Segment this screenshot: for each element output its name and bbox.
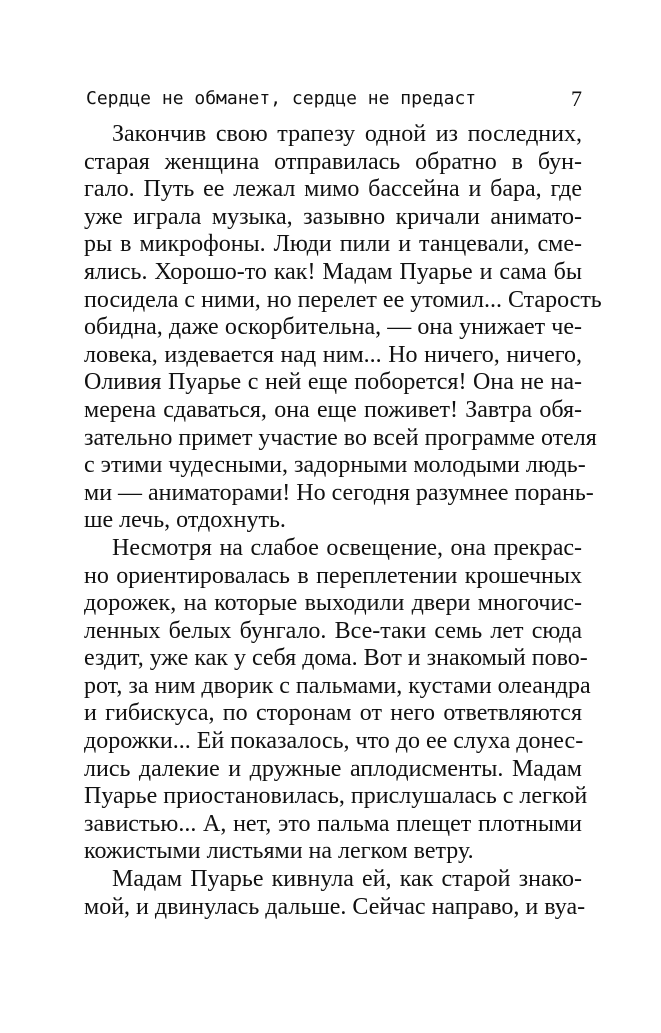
text-line: ленных белых бунгало. Все-таки семь лет сюда [84, 617, 582, 644]
text-line: завистью... А, нет, это пальма плещет плотными [84, 810, 582, 837]
text-line: ловека, издевается над ним... Но ничего, ничего, [84, 341, 582, 368]
paragraph [84, 534, 591, 866]
text-line: мерена сдаваться, она еще поживет! Завтра обя- [84, 396, 582, 423]
text-line: ми — аниматорами! Но сегодня разумнее порань- [84, 479, 594, 506]
body-text [84, 121, 602, 921]
paragraph [84, 866, 586, 921]
text-line: ше лечь, отдохнуть. [84, 507, 286, 534]
text-line: но ориентировалась в переплетении крошечных [84, 562, 582, 589]
paragraph [84, 121, 602, 535]
text-line: Пуарье приостановилась, прислушалась с легкой [84, 783, 588, 810]
text-line: дорожки... Ей показалось, что до ее слуха донес- [84, 728, 584, 755]
text-line: лись далекие и дружные аплодисменты. Мадам [84, 755, 582, 782]
text-line: посидела с ними, но перелет ее утомил... Старость [84, 286, 602, 313]
text-line: гало. Путь ее лежал мимо бассейна и бара, где [84, 176, 582, 203]
text-line: Мадам Пуарье кивнула ей, как старой знако- [112, 866, 582, 893]
text-line: зательно примет участие во всей программе отеля [84, 424, 597, 451]
text-line: ялись. Хорошо-то как! Мадам Пуарье и сама бы [84, 258, 582, 285]
text-line: мой, и двинулась дальше. Сейчас направо, и вуа- [84, 893, 586, 920]
text-line: рот, за ним дворик с пальмами, кустами олеандра [84, 672, 591, 699]
text-line: с этими чудесными, задорными молодыми людь- [84, 452, 586, 479]
text-line: уже играла музыка, зазывно кричали анимато- [84, 203, 582, 230]
running-header [86, 86, 582, 116]
text-line: кожистыми листьями на легком ветру. [84, 838, 474, 865]
running-title: Сердце не обманет, сердце не предаст [86, 88, 477, 109]
text-line: старая женщина отправилась обратно в бун- [84, 148, 582, 175]
text-line: Оливия Пуарье с ней еще поборется! Она не на- [84, 369, 582, 396]
text-line: и гибискуса, по сторонам от него ответвляются [84, 700, 582, 727]
text-line: ры в микрофоны. Люди пили и танцевали, сме- [84, 231, 582, 258]
page-number: 7 [571, 86, 582, 111]
text-line: Закончив свою трапезу одной из последних, [112, 121, 582, 147]
text-line: Несмотря на слабое освещение, она прекрас- [112, 534, 582, 561]
text-line: дорожек, на которые выходили двери многочис- [84, 590, 582, 617]
text-line: ездит, уже как у себя дома. Вот и знакомый пово- [84, 645, 588, 672]
text-line: обидна, даже оскорбительна, — она унижает че- [84, 314, 582, 341]
